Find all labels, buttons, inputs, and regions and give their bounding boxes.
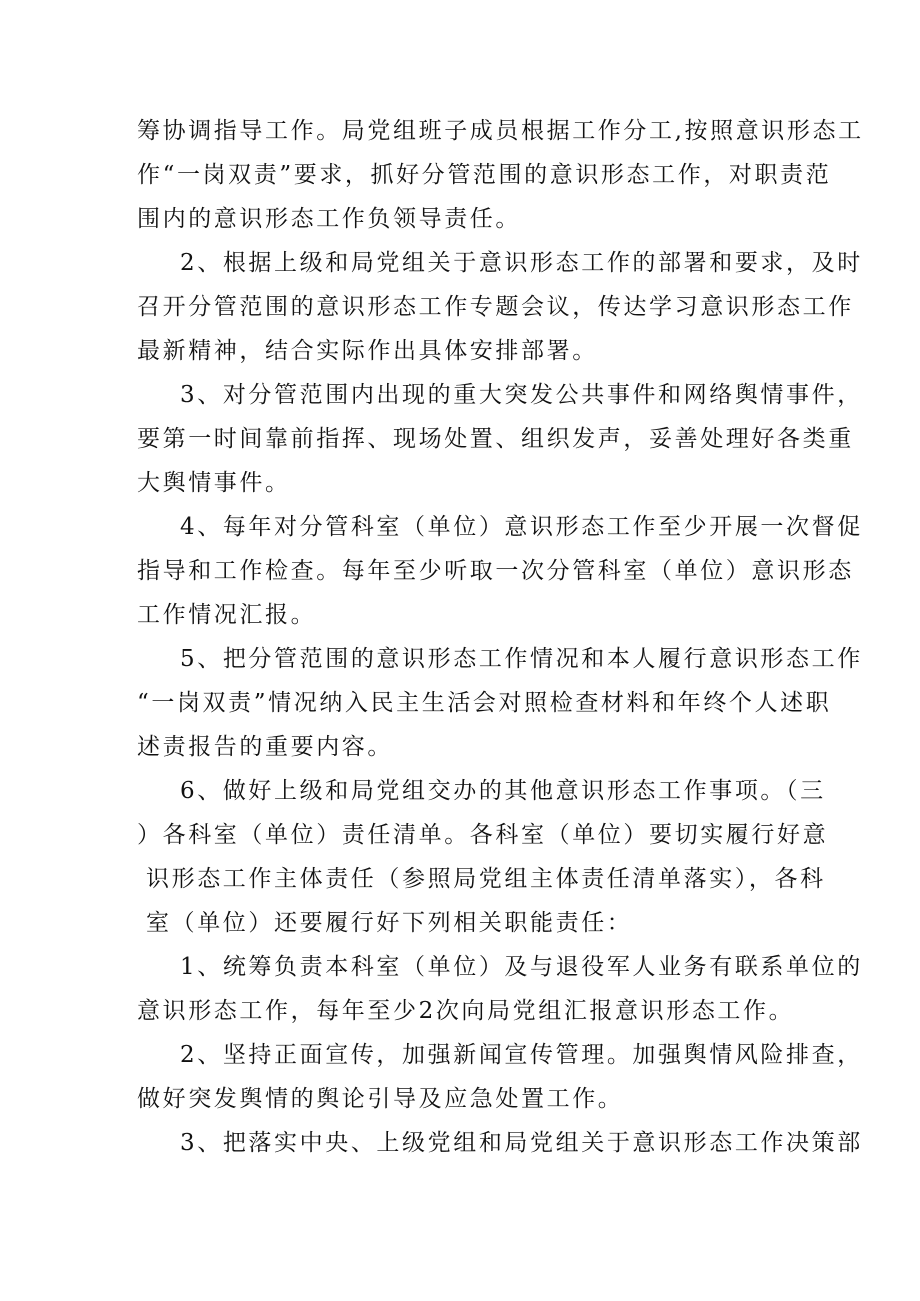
text-line: 工作情况汇报。 [137,602,317,628]
text-line: 5、把分管范围的意识形态工作情况和本人履行意识形态工作 [180,646,863,672]
text-line: 述责报告的重要内容。 [137,734,393,760]
text-line: 要第一时间靠前指挥、现场处置、组织发声，妥善处理好各类重 [137,426,854,452]
text-line: 1、统筹负责本科室（单位）及与退役军人业务有联系单位的 [180,954,863,980]
text-line: “一岗双责”情况纳入民主生活会对照检查材料和年终个人述职 [137,690,832,716]
text-line: 3、对分管范围内出现的重大突发公共事件和网络舆情事件， [180,382,863,408]
text-line: 筹协调指导工作。局党组班子成员根据工作分工,按照意识形态工 [137,118,864,144]
text-line: 做好突发舆情的舆论引导及应急处置工作。 [137,1086,624,1112]
text-line: 6、做好上级和局党组交办的其他意识形态工作事项。（三 [180,778,826,804]
text-line: 大舆情事件。 [137,470,291,496]
text-line: 最新精神，结合实际作出具体安排部署。 [137,338,598,364]
text-line: 意识形态工作，每年至少2次向局党组汇报意识形态工作。 [137,998,795,1024]
text-line: 3、把落实中央、上级党组和局党组关于意识形态工作决策部 [180,1130,863,1156]
text-line: 4、每年对分管科室（单位）意识形态工作至少开展一次督促 [180,514,863,540]
text-line: 召开分管范围的意识形态工作专题会议，传达学习意识形态工作 [137,294,854,320]
text-line: 室（单位）还要履行好下列相关职能责任： [146,910,633,936]
text-line: 围内的意识形态工作负领导责任。 [137,206,521,232]
text-line: 作“一岗双责”要求，抓好分管范围的意识形态工作，对职责范 [137,162,832,188]
text-line: 指导和工作检查。每年至少听取一次分管科室（单位）意识形态 [137,558,854,584]
text-line: 识形态工作主体责任（参照局党组主体责任清单落实），各科 [146,866,826,892]
text-line: 2、根据上级和局党组关于意识形态工作的部署和要求，及时 [180,250,863,276]
text-line: ）各科室（单位）责任清单。各科室（单位）要切实履行好意 [137,822,829,848]
text-line: 2、坚持正面宣传，加强新闻宣传管理。加强舆情风险排查， [180,1042,863,1068]
